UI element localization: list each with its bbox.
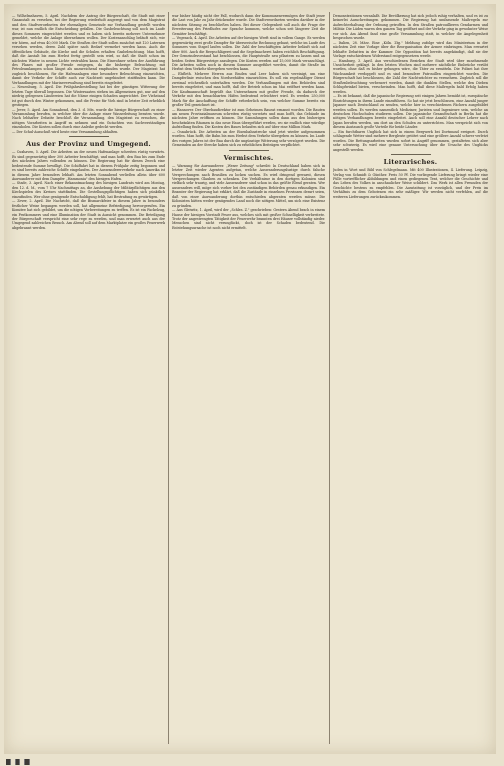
- article-jever: — Jever, 5. April. Am Sonnabend, den 3. d. Mts. wurde die hiesige Bürgerschaft zu einer Versammlung berufen, in welcher über die Anlage einer Wasserleitung beraten wurde. Nach lebhafter Debatte beschloß die Versammlung, den Magistrat zu ersuchen, die nötigen Vorarbeiten in Angriff zu nehmen und ein Gutachten von Sachverständigen einzuholen. Die Kosten sollen durch eine Anleihe gedeckt werden.: [12, 107, 165, 130]
- section-heading-provinz: Aus der Provinz und Umgegend.: [26, 140, 151, 149]
- article-schulausschuss: — Der Schul-Ausschuß wird heute eine Versammlung abhalten.: [12, 129, 119, 134]
- article-elsfleth: — Elsfleth. Mehrere Herren aus Emden und Leer haben sich vereinigt, um eine Dampferlinie zwischen den Nordseehäfen einzurichten. Es soll ein regelmäßiger Dienst zweimal wöchentlich unterhalten werden. Die Verhandlungen mit den Behörden sind bereits eingeleitet, und man hofft, daß der Betrieb schon im Mai eröffnet werden kann. Die Kaufmannschaft begrüßt das Unternehmen mit großer Freude, da dadurch der Verkehr mit den benachbarten Häfen bedeutend erleichtert wird. Es werden 250,000 Mark für die Anschaffung der Schiffe erforderlich sein, von welcher Summe bereits ein großer Teil gezeichnet ist.: [172, 71, 325, 108]
- article-vegesack: — Vegesack, 4. April. Die Arbeiten auf der hiesigen Werft sind in vollem Gange. Es werden gegenwärtig zwei große Dampfer für überseeische Rechnung gebaut, welche im Laufe des Sommers vom Stapel laufen sollen. Die Zahl der beschäftigten Arbeiter beläuft sich auf über 800. Auch die Reepschlägerei und die Segelmacherei haben reichlich Beschäftigung. Der Gemeindevorstand hat beschlossen, die Hauptstraße neu pflastern zu lassen und an beiden Seiten Bürgersteige anzulegen. Die Kosten werden auf 15,000 Mark veranschlagt. Die Arbeiten sollen noch in diesem Sommer ausgeführt werden, damit die Straße im Herbst dem Verkehr übergeben werden kann.: [172, 36, 325, 72]
- article-continuation: Demonstrationen veranlaßt. Die Bevölkerung hat sich jedoch ruhig verhalten, und es ist zu keinerlei Ausschreitungen gekommen. Die Regierung hat umfassende Maßregeln zur Aufrechterhaltung der Ordnung getroffen. In den Straßen patrouillieren Gendarmen und Militär. Die Läden waren den ganzen Tag geöffnet und der Verkehr ging in gewohnter Weise vor sich. Am Abend fand eine große Versammlung statt, in welcher die Angelegenheit besprochen wurde.: [333, 14, 488, 41]
- article-stade: — Stade, 3. April. Nach einer Bekanntmachung des hiesigen Landrats wird am Montag, den 12. d. M., vom 7 Uhr Nachmittags an, die Aushebung der Militärpflichtigen aus den Kirchspielen des Kreises stattfinden. Die Gestellungspflichtigen haben sich pünktlich einzufinden. Wer ohne genügende Entschuldigung fehlt, hat Bestrafung zu gewärtigen.: [12, 181, 165, 199]
- column-3: [333, 14, 488, 746]
- article-bergwerk: — Ein furchtbares Unglück hat sich in einem Bergwerk bei Dortmund ereignet. Durch schlagende Wetter sind mehrere Bergleute getötet und eine größere Anzahl schwer verletzt worden. Die Rettungsarbeiten wurden sofort in Angriff genommen, gestalteten sich aber sehr schwierig. Es wird eine genaue Untersuchung über die Ursache des Unglücks angestellt werden.: [333, 129, 488, 152]
- section-divider: [229, 150, 269, 151]
- article-warnung: — Warnung für Auswanderer. „Weser Zeitung" schreibt: In Deutschland haben sich in letzter Zeit wieder Agenten aufgetan, welche Auswanderungslustige durch falsche Versprechungen nach Brasilien zu locken suchen. Es wird dringend gewarnt, diesen Versprechungen Glauben zu schenken. Die Verhältnisse in den dortigen Kolonien sind vielfach sehr traurig, und viele Auswanderer sind schon in das größte Elend geraten. Wer auswandern will, möge sich vorher bei den zuständigen Behörden genau erkundigen. Ein Beamter der Regierung hat erklärt, daß die Zustände in einzelnen Provinzen derart seien, daß von einer Auswanderung dorthin entschieden abgeraten werden müsse. Die Kolonisten hätten weder genügendes Land noch die nötigen Mittel, um sich eine Existenz zu gründen.: [172, 163, 325, 208]
- article-hamburg: — Hamburg, 3. April. Aus verschiedenen Bezirken der Stadt wird über zunehmende Unsicherheit geklagt. In den letzten Wochen sind mehrere nächtliche Einbrüche verübt worden, ohne daß es bisher gelungen wäre, die Täter zu ermitteln. Die Polizei hat ihre Wachsamkeit verdoppelt und es sind besondere Patrouillen eingerichtet worden. Die Bürgerschaft hat beschlossen, die Zahl der Nachtwächter zu vermehren. Zugleich soll die Straßenbeleuchtung verbessert werden, damit die dunklen Stellen, welche den Dieben Schlupfwinkel bieten, verschwinden. Man hofft, daß diese Maßregeln bald Erfolg haben werden.: [333, 58, 488, 94]
- article-neuenburg: — Neuenburg, 5. April. Die Frühjahrsbestellung hat bei der günstigen Witterung der letzten Tage überall begonnen. Die Wintersaaten stehen im Allgemeinen gut, nur auf den niedrig gelegenen Ländereien hat die Nässe einigen Schaden angerichtet. Der Viehstand ist gut durch den Winter gekommen, und die Preise für Vieh sind in letzter Zeit erheblich gestiegen.: [12, 85, 165, 108]
- section-heading-literarisches: Literarisches.: [383, 158, 438, 167]
- article-continuation: war bisher häufig nicht der Fall, wodurch dann der Kommunenvermögen der Stadt jener die Last von Jahr zu Jahr drückender wurde. Die Stadtverordneten werden darüber in der nächsten Sitzung zu beschließen haben. Bei dieser Gelegenheit soll auch die Frage der Erweiterung des Friedhofes zur Sprache kommen, welche schon seit längerer Zeit die Gemüter beschäftigt.: [172, 14, 325, 36]
- article-gleiwitz: — Aus Gleiwitz, 1. April, wird der „Schles. Z." geschrieben: Gestern Abend brach in einem Hause der hiesigen Vorstadt Feuer aus, welches sich mit großer Schnelligkeit verbreitete. Trotz der angestrengten Tätigkeit der Feuerwehr brannten drei Häuser vollständig nieder. Menschen sind nicht verunglückt, doch ist der Schaden bedeutend. Die Entstehungsursache ist noch nicht ermittelt.: [172, 208, 325, 230]
- article-japan: — Es ist bekannt, daß die japanische Regierung seit einigen Jahren bemüht ist, europäische Einrichtungen in ihrem Lande einzuführen. So hat sie jetzt beschlossen, eine Anzahl junger Japaner nach Deutschland zu senden, welche hier in verschiedenen Fächern ausgebildet werden sollen. Es werden namentlich Mediziner, Juristen und Ingenieure sein, welche an deutschen Hochschulen studieren sollen. Die japanische Gesandtschaft in Berlin hat die nötigen Verhandlungen bereits eingeleitet. Auch soll eine Anzahl deutscher Lehrer nach Japan berufen werden, um dort an den Schulen zu unterrichten. Man verspricht sich von diesem Austausch große Vorteile für beide Länder.: [333, 94, 488, 130]
- article-cuxhaven: — Cuxhaven, 5. April. Die Arbeiten an der neuen Hafenanlage schreiten rüstig vorwärts. Es sind gegenwärtig über 300 Arbeiter beschäftigt, und man hofft, den Bau bis zum Ende des nächsten Jahres vollenden zu können. Die Regierung hat für diesen Zweck eine bedeutende Summe bewilligt. Die Schiffahrt hat in diesem Frühjahr zeitig begonnen und es sind bereits zahlreiche Schiffe eingelaufen. Der Auswandererverkehr nach Amerika ist in diesem Jahre besonders lebhaft. Am letzten Sonnabend verließen allein über 600 Auswanderer mit dem Dampfer „Hammonia" den hiesigen Hafen.: [12, 150, 165, 181]
- article-hannover: — Hannover. Der Oberbaudirektor ist zum Geheimen Baurat ernannt worden. Die Bauten am neuen Provinzialmuseum schreiten rüstig vorwärts und man hofft, das Gebäude im nächsten Jahre eröffnen zu können. Die Sammlungen sollen dann aus den bisherigen beschränkten Räumen in das neue Haus übergeführt werden, wo sie endlich eine würdige Aufstellung finden. Die Kosten des Baues belaufen sich auf über eine Million Mark.: [172, 107, 325, 130]
- article-zever: — Zever, 2. April. Die Nachricht, daß die Bismarckfeier in diesem Jahre in besonders festlicher Weise begangen werden soll, hat allgemeine Befriedigung hervorgerufen. Ein Komitee hat sich gebildet, um die nötigen Vorbereitungen zu treffen. Es ist ein Fackelzug, ein Festkommers und eine Illumination der Stadt in Aussicht genommen. Die Beteiligung der Bürgerschaft verspricht eine sehr rege zu werden, und man erwartet auch aus der Umgegend zahlreichen Besuch. Am Abend soll auf dem Marktplatze ein großes Feuerwerk abgebrannt werden.: [12, 199, 165, 230]
- scan-scale-bar: [6, 757, 34, 765]
- section-divider: [391, 154, 431, 155]
- article-osnabrueck: — Osnabrück. Die Arbeiten an der Eisenbahnstrecke sind jetzt wieder aufgenommen worden. Man hofft, die Bahn bis zum Herbst dem Verkehr übergeben zu können. Im Laufe des vorigen Jahres ist der Bau durch die ungünstige Witterung sehr verzögert worden. Die Gemeinden an der Strecke haben sich zu erheblichen Beiträgen verpflichtet.: [172, 129, 325, 148]
- column-1: [12, 14, 165, 746]
- newspaper-page: [4, 4, 496, 754]
- section-divider: [69, 136, 109, 137]
- section-heading-vermischtes: Vermischtes.: [223, 153, 274, 162]
- article-literatur: Juden in Wort und Bild von Schlegelmann. Mit 400 Illustrationen, 4. Lieferung. Leipzig, Verlag von Schmidt & Günther. Preis 50 Pf. Die vorliegende Lieferung bringt wieder eine Fülle vortrefflicher Abbildungen und einen gediegenen Text, welcher die Geschichte und das Leben des Volkes in anschaulicher Weise schildert. Das Werk ist allen Freunden der Geschichte bestens zu empfehlen. Die Ausstattung ist vorzüglich, und der Preis im Verhältnis zu dem Gebotenen ein sehr mäßiger. Wir werden nicht verfehlen, auf die weiteren Lieferungen zurückzukommen.: [333, 168, 488, 199]
- article-wilhelmshaven: — Wilhelmshaven, 5. April. Nachdem der Antrag der Bürgerschaft, die Stadt mit einer Gasanstalt zu versehen, bei der Regierung wiederholt angeregt und von dem Magistrat und den Stadtverordneten der ehemaligen Gemeinde zur Verhandlung gestellt worden war, ist nun endlich die Entscheidung gefallen. Die Gasbeleuchtung soll noch im Laufe dieses Sommers eingerichtet werden und es haben sich bereits mehrere Unternehmer gemeldet, welche die Anlage übernehmen wollen. Der Kostenanschlag beläuft sich, wie wir hören, auf etwa 40,000 Mark. Die Straßen der Stadt sollen zunächst mit 120 Laternen versehen werden, deren Zahl später nach Bedarf vermehrt werden kann. Auch die öffentlichen Gebäude, die Kirche und die Schulen erhalten Gasbeleuchtung. Man hofft, daß die Anstalt bis zum Herbst fertig gestellt sein wird, so daß die Stadt schon im nächsten Winter in neuem Lichte erstrahlen kann. Die Einwohner sehen der Ausführung des Planes mit großer Freude entgegen, da die bisherige Beleuchtung mit Petroleumlampen schon längst als unzureichend empfunden wurde. Der Magistrat hat zugleich beschlossen, für die Hafenanlagen eine besondere Beleuchtung einzurichten, damit der Verkehr der Schiffe auch zur Nachtzeit ungehindert stattfinden kann. Die Verhandlungen mit der Marineverwaltung sind bereits eingeleitet.: [12, 14, 165, 85]
- article-italien: — Italien, 28. März. Eine „Köln. Ztg." Meldung zufolge wird das Ministerium in der nächsten Zeit eine Vorlage über die Reorganisation der Armee einbringen. Man erwartet lebhafte Debatten in der Kammer. Die Opposition hat bereits angekündigt, daß sie der Vorlage entschiedenen Widerstand entgegensetzen werde.: [333, 40, 488, 59]
- column-rule: [329, 12, 330, 744]
- column-rule: [168, 12, 169, 744]
- column-2: [172, 14, 325, 746]
